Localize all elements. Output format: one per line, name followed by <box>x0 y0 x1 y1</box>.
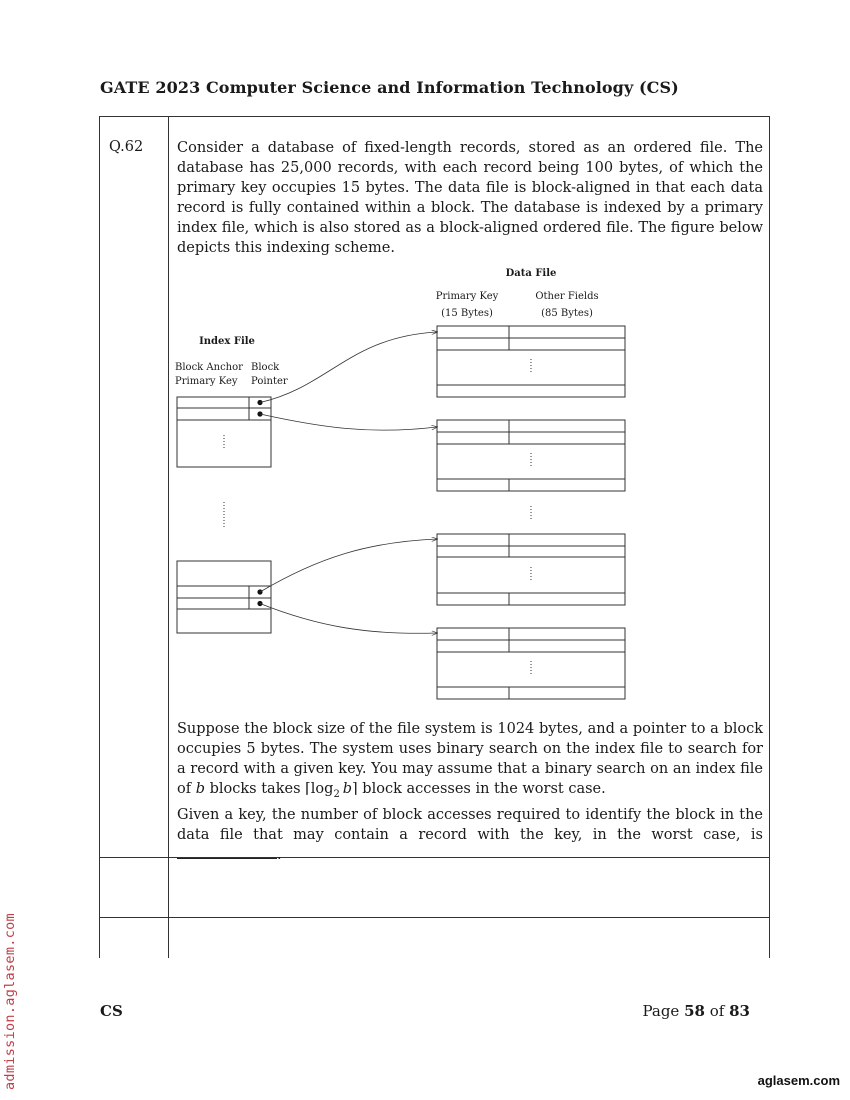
log-base: 2 <box>333 788 340 800</box>
footer-page-number <box>642 1002 750 1020</box>
other-fields-size-label: (85 Bytes) <box>541 308 593 319</box>
question-body <box>177 719 763 865</box>
side-watermark: admission.aglasem.com <box>2 913 18 1090</box>
question-intro: Consider a database of fixed-length records, stored as an ordered file. The database has 25,000 records, with each record being 100 bytes, of which the primary key occupies 15 bytes. The data file is block-aligned in that each data record is fully contained within a block. The database is indexed by a primary index file, which is also stored as a block-aligned ordered file. The figure below depicts this indexing scheme. <box>177 140 763 256</box>
variable-b: b <box>195 781 206 797</box>
index-block-1 <box>177 397 271 467</box>
block-anchor-label: Block Anchor <box>175 362 243 373</box>
question-body-part-2: blocks takes <box>205 781 306 797</box>
footer-paper-code: CS <box>100 1002 123 1020</box>
question-number: Q.62 <box>109 139 144 155</box>
ceil-left: ⌈ <box>305 781 311 797</box>
data-block-2 <box>437 420 625 491</box>
data-block-3 <box>437 534 625 605</box>
question-prompt-text: Given a key, the number of block accesses required to identify the block in the data file that may contain a record with the key, in the worst case, is <box>177 806 763 843</box>
question-table <box>99 116 770 958</box>
log-text: log <box>310 781 334 797</box>
row-divider <box>100 917 769 918</box>
log-argument: b <box>342 781 353 797</box>
index-file-title: Index File <box>199 336 255 347</box>
page-total: 83 <box>729 1002 750 1020</box>
pointer-arrow <box>260 414 437 430</box>
page-label: Page <box>642 1002 680 1020</box>
index-block-2 <box>177 561 271 633</box>
page-header-title: GATE 2023 Computer Science and Information Technology (CS) <box>100 78 679 97</box>
data-block-4 <box>437 628 625 699</box>
other-fields-label: Other Fields <box>535 291 599 302</box>
pointer-arrow <box>260 604 437 634</box>
page-of-label: of <box>709 1002 725 1020</box>
answer-blank[interactable] <box>177 846 277 859</box>
data-block-1 <box>437 326 625 397</box>
data-file-title: Data File <box>505 268 557 279</box>
question-prompt-end: . <box>277 846 282 863</box>
primary-key-label: Primary Key <box>435 291 499 302</box>
brand-mark: aglasem.com <box>757 1073 840 1088</box>
block-pointer-label: Block <box>251 362 280 373</box>
ceil-right: ⌉ <box>352 781 358 797</box>
block-pointer-label-line2: Pointer <box>251 376 288 387</box>
indexing-scheme-figure <box>169 257 769 707</box>
block-anchor-label-line2: Primary Key <box>175 376 238 387</box>
question-prompt <box>177 805 763 865</box>
pointer-arrow <box>260 539 437 592</box>
question-body-part-3: block accesses in the worst case. <box>357 781 606 797</box>
question-body-part-1: Suppose the block size of the file system is 1024 bytes, and a pointer to a block occupies 5 bytes. The system uses binary search on the index file to search for a record with a given key. You may assume that a binary search on an index file of <box>177 721 763 797</box>
page-current: 58 <box>684 1002 705 1020</box>
primary-key-size-label: (15 Bytes) <box>441 308 493 319</box>
pointer-arrow <box>260 332 437 403</box>
